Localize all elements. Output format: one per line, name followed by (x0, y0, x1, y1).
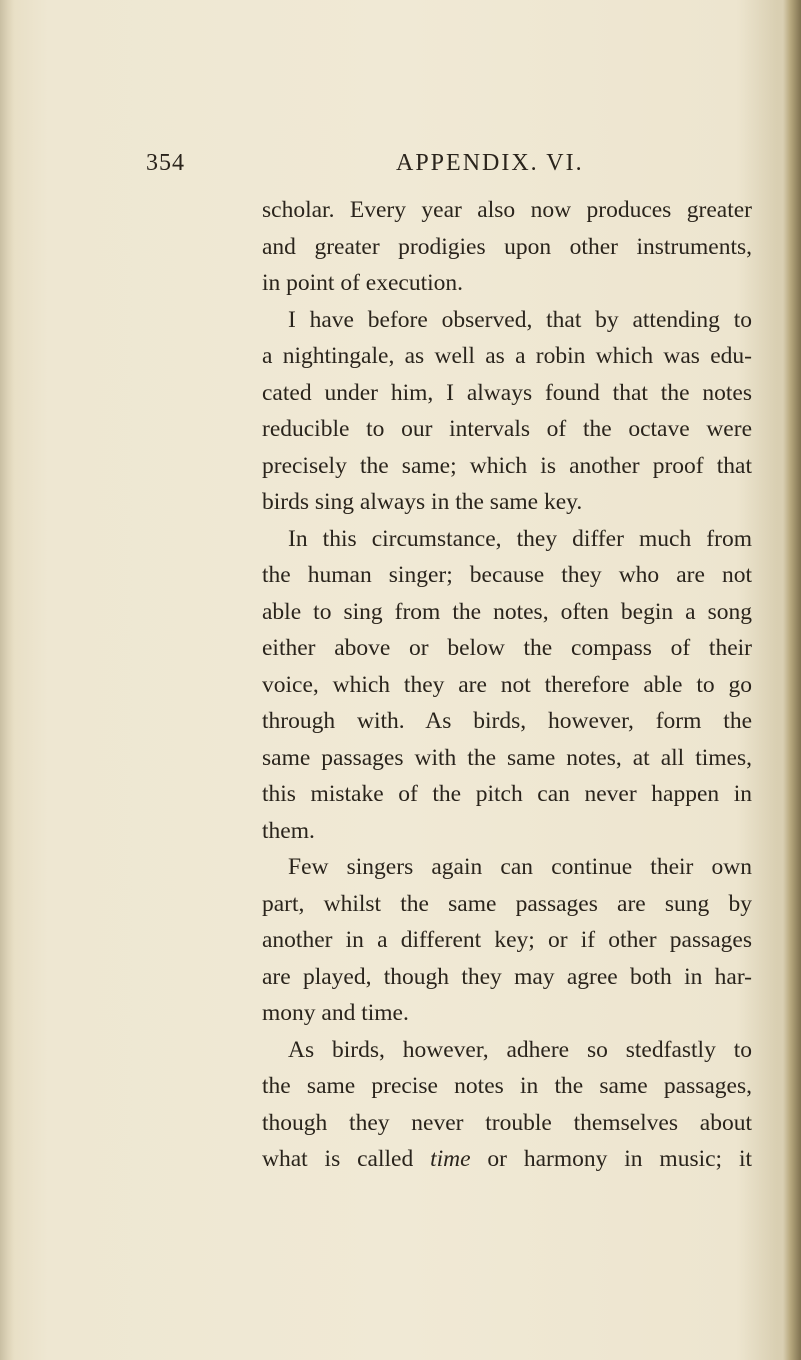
text-line: In this circumstance, they differ much from (288, 525, 752, 552)
text-line: Few singers again can continue their own (288, 854, 752, 880)
page-number: 354 (146, 150, 185, 176)
text-line: in point of execution. (262, 270, 464, 296)
text-line: the human singer; because they who are not (262, 562, 752, 588)
text-line: the same precise notes in the same passages, (262, 1073, 752, 1099)
text-fragment: what is called (262, 1146, 414, 1172)
text-line: through with. As birds, however, form the (262, 708, 752, 734)
text-line: voice, which they are not therefore able to go (262, 671, 752, 698)
text-line: birds sing always in the same key. (262, 489, 583, 515)
italic-word: time (430, 1146, 471, 1172)
text-line: this mistake of the pitch can never happen in (262, 781, 752, 807)
text-line: scholar. Every year also now produces greater (262, 197, 752, 223)
text-line: As birds, however, adhere so stedfastly to (288, 1036, 752, 1063)
text-line: I have before observed, that by attending to (288, 306, 752, 333)
page-header (146, 150, 746, 184)
text-line: precisely the same; which is another proof that (262, 452, 752, 479)
text-line: reducible to our intervals of the octave were (262, 416, 752, 442)
text-line: and greater prodigies upon other instruments, (262, 233, 752, 260)
text-line: a nightingale, as well as a robin which was edu- (262, 343, 752, 369)
text-line: though they never trouble themselves about (262, 1109, 752, 1136)
text-line-last (262, 1141, 752, 1178)
page-edge-shadow (783, 0, 801, 1360)
text-line: either above or below the compass of their (262, 635, 752, 661)
text-line: able to sing from the notes, often begin a song (262, 598, 752, 625)
page-gutter-shadow (0, 0, 14, 1360)
body-text (262, 192, 752, 1178)
text-line: another in a different key; or if other passages (262, 927, 752, 953)
text-line: them. (262, 817, 315, 844)
text-fragment: or harmony in music; it (487, 1146, 753, 1172)
text-line: same passages with the same notes, at all times, (262, 744, 752, 771)
text-line: cated under him, I always found that the notes (262, 379, 752, 406)
text-line: mony and time. (262, 1000, 409, 1026)
text-line: part, whilst the same passages are sung by (262, 890, 752, 917)
text-line: are played, though they may agree both in har- (262, 963, 752, 990)
running-head: APPENDIX. VI. (396, 150, 584, 176)
